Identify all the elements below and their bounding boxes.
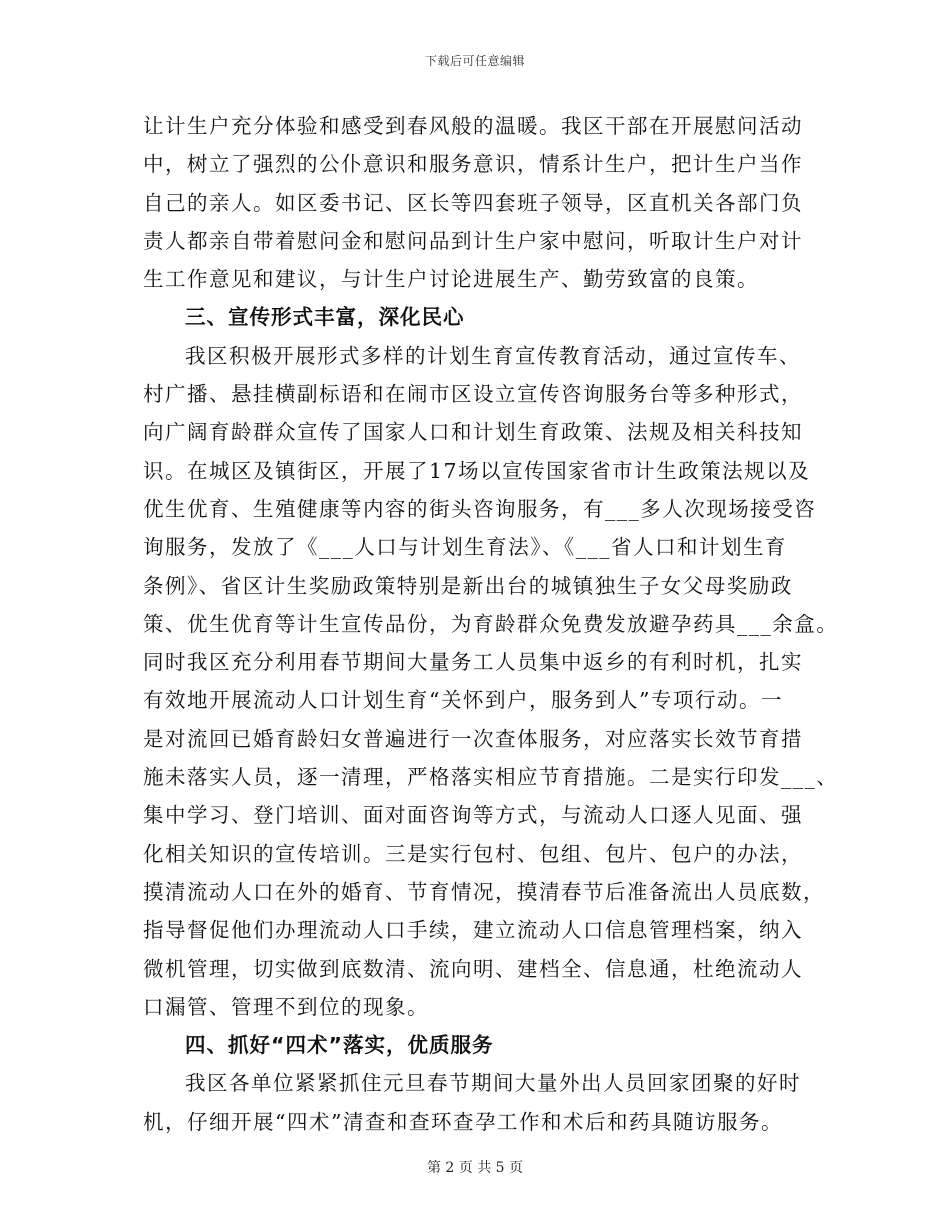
- section-heading: 三、宣传形式丰富，深化民心: [185, 305, 465, 330]
- page-footer: 第 2 页 共 5 页: [426, 1160, 524, 1176]
- body-line: 识。在城区及镇街区，开展了17场以宣传国家省市计生政策法规以及: [143, 458, 811, 483]
- body-line: 优生优育、生殖健康等内容的街头咨询服务，有___多人次现场接受咨: [143, 496, 817, 521]
- body-line: 施未落实人员，逐一清理，严格落实相应节育措施。二是实行印发___、: [143, 765, 839, 790]
- body-line: 向广阔育龄群众宣传了国家人口和计划生育政策、法规及相关科技知: [143, 420, 803, 445]
- body-line: 同时我区充分利用春节期间大量务工人员集中返乡的有利时机，扎实: [143, 650, 803, 675]
- body-line: 指导督促他们办理流动人口手续，建立流动人口信息管理档案，纳入: [143, 918, 803, 943]
- body-line: 口漏管、管理不到位的现象。: [143, 994, 429, 1019]
- body-line: 让计生户充分体验和感受到春风般的温暖。我区干部在开展慰问活动: [143, 114, 803, 138]
- document-body: [143, 107, 839, 1141]
- body-line: 我区积极开展形式多样的计划生育宣传教育活动，通过宣传车、: [185, 343, 801, 368]
- body-line: 化相关知识的宣传培训。三是实行包村、包组、包片、包户的办法，: [143, 841, 803, 866]
- body-line: 自己的亲人。如区委书记、区长等四套班子领导，区直机关各部门负: [143, 190, 803, 215]
- body-line: 村广播、悬挂横副标语和在闹市区设立宣传咨询服务台等多种形式，: [143, 382, 803, 407]
- body-line: 集中学习、登门培训、面对面咨询等方式，与流动人口逐人见面、强: [143, 803, 803, 828]
- body-line: 中，树立了强烈的公仆意识和服务意识，情系计生户，把计生户当作: [143, 152, 803, 177]
- body-line: 我区各单位紧紧抓住元旦春节期间大量外出人员回家团聚的好时: [185, 1071, 801, 1096]
- body-line: 条例》、省区计生奖励政策特别是新出台的城镇独生子女父母奖励政: [143, 573, 793, 598]
- body-line: 询服务，发放了《___人口与计划生育法》、《___省人口和计划生育: [143, 535, 787, 560]
- body-line: 生工作意见和建议，与计生户讨论进展生产、勤劳致富的良策。: [143, 267, 759, 292]
- body-line: 微机管理，切实做到底数清、流向明、建档全、信息通，杜绝流动人: [143, 956, 803, 981]
- body-line: 摸清流动人口在外的婚育、节育情况，摸清春节后准备流出人员底数，: [143, 879, 825, 904]
- body-line: 是对流回已婚育龄妇女普遍进行一次查体服务，对应落实长效节育措: [143, 726, 803, 751]
- body-line: 策、优生优育等计生宣传品份，为育龄群众免费发放避孕药具___余盒。: [143, 611, 839, 636]
- section-heading: 四、抓好“四术”落实，优质服务: [185, 1033, 494, 1058]
- body-line: 有效地开展流动人口计划生育“关怀到户，服务到人”专项行动。一: [143, 688, 783, 713]
- page-header: 下载后可任意编辑: [424, 54, 525, 68]
- body-line: 机，仔细开展“四术”清查和查环查孕工作和术后和药具随访服务。: [143, 1109, 783, 1134]
- body-line: 责人都亲自带着慰问金和慰问品到计生户家中慰问，听取计生户对计: [143, 228, 803, 253]
